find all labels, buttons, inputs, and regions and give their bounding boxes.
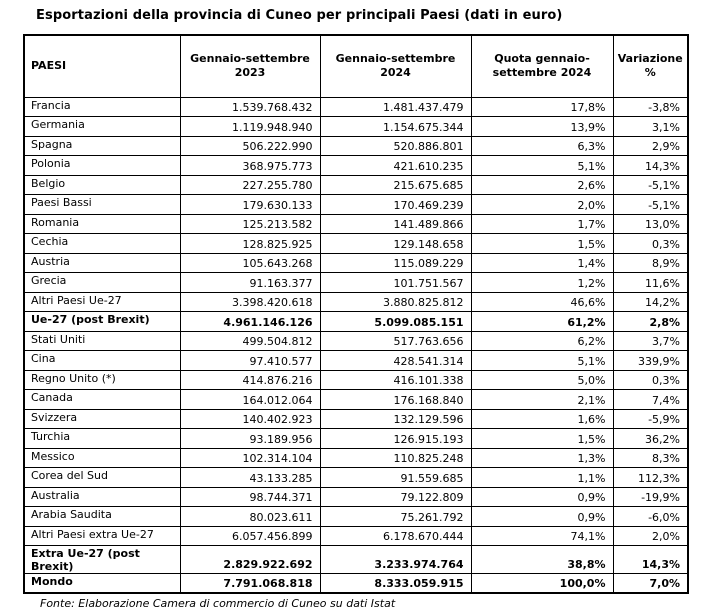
cell-paese: Romania bbox=[24, 214, 180, 234]
cell-v2024: 6.178.670.444 bbox=[320, 526, 471, 546]
cell-var: -5,9% bbox=[613, 409, 688, 429]
table-row bbox=[24, 175, 688, 195]
cell-quota: 1,4% bbox=[471, 253, 613, 273]
cell-var: 2,8% bbox=[613, 312, 688, 332]
cell-paese: Germania bbox=[24, 117, 180, 137]
cell-v2023: 414.876.216 bbox=[180, 370, 320, 390]
cell-v2023: 164.012.064 bbox=[180, 390, 320, 410]
cell-quota: 17,8% bbox=[471, 97, 613, 117]
cell-v2023: 140.402.923 bbox=[180, 409, 320, 429]
cell-var: 7,4% bbox=[613, 390, 688, 410]
cell-paese: Extra Ue-27 (post Brexit) bbox=[24, 546, 180, 574]
cell-v2023: 2.829.922.692 bbox=[180, 546, 320, 574]
cell-var: 0,3% bbox=[613, 370, 688, 390]
cell-v2024: 3.233.974.764 bbox=[320, 546, 471, 574]
table-row bbox=[24, 331, 688, 351]
cell-var: 14,3% bbox=[613, 156, 688, 176]
cell-paese: Austria bbox=[24, 253, 180, 273]
cell-paese: Messico bbox=[24, 448, 180, 468]
cell-v2023: 3.398.420.618 bbox=[180, 292, 320, 312]
cell-paese: Francia bbox=[24, 97, 180, 117]
cell-v2023: 102.314.104 bbox=[180, 448, 320, 468]
cell-v2024: 115.089.229 bbox=[320, 253, 471, 273]
cell-paese: Australia bbox=[24, 487, 180, 507]
cell-paese: Altri Paesi Ue-27 bbox=[24, 292, 180, 312]
cell-paese: Stati Uniti bbox=[24, 331, 180, 351]
cell-paese: Svizzera bbox=[24, 409, 180, 429]
cell-v2024: 75.261.792 bbox=[320, 507, 471, 527]
cell-var: -19,9% bbox=[613, 487, 688, 507]
table-row bbox=[24, 409, 688, 429]
cell-quota: 0,9% bbox=[471, 487, 613, 507]
export-table bbox=[23, 34, 689, 594]
header-row bbox=[24, 35, 688, 97]
cell-paese: Polonia bbox=[24, 156, 180, 176]
cell-quota: 0,9% bbox=[471, 507, 613, 527]
cell-paese: Canada bbox=[24, 390, 180, 410]
cell-v2024: 101.751.567 bbox=[320, 273, 471, 293]
cell-v2023: 97.410.577 bbox=[180, 351, 320, 371]
cell-v2024: 170.469.239 bbox=[320, 195, 471, 215]
cell-quota: 6,2% bbox=[471, 331, 613, 351]
cell-v2023: 227.255.780 bbox=[180, 175, 320, 195]
table-row bbox=[24, 312, 688, 332]
cell-v2024: 132.129.596 bbox=[320, 409, 471, 429]
cell-v2024: 1.481.437.479 bbox=[320, 97, 471, 117]
cell-v2024: 215.675.685 bbox=[320, 175, 471, 195]
cell-v2024: 5.099.085.151 bbox=[320, 312, 471, 332]
cell-quota: 5,1% bbox=[471, 351, 613, 371]
cell-quota: 1,5% bbox=[471, 234, 613, 254]
cell-var: 2,9% bbox=[613, 136, 688, 156]
table-row bbox=[24, 156, 688, 176]
cell-var: 14,2% bbox=[613, 292, 688, 312]
cell-v2024: 110.825.248 bbox=[320, 448, 471, 468]
cell-quota: 2,0% bbox=[471, 195, 613, 215]
cell-v2023: 98.744.371 bbox=[180, 487, 320, 507]
cell-quota: 1,1% bbox=[471, 468, 613, 488]
cell-var: 3,7% bbox=[613, 331, 688, 351]
column-header-quota: Quota gennaio-settembre 2024 bbox=[471, 35, 613, 97]
cell-v2024: 79.122.809 bbox=[320, 487, 471, 507]
cell-quota: 13,9% bbox=[471, 117, 613, 137]
cell-quota: 5,1% bbox=[471, 156, 613, 176]
cell-v2024: 176.168.840 bbox=[320, 390, 471, 410]
cell-paese: Belgio bbox=[24, 175, 180, 195]
cell-v2024: 520.886.801 bbox=[320, 136, 471, 156]
column-header-2023: Gennaio-settembre 2023 bbox=[180, 35, 320, 97]
source-note: Fonte: Elaborazione Camera di commercio di Cuneo su dati Istat bbox=[40, 597, 396, 610]
cell-quota: 61,2% bbox=[471, 312, 613, 332]
cell-v2024: 91.559.685 bbox=[320, 468, 471, 488]
cell-v2024: 421.610.235 bbox=[320, 156, 471, 176]
table-row bbox=[24, 574, 688, 594]
table-row bbox=[24, 136, 688, 156]
cell-v2023: 6.057.456.899 bbox=[180, 526, 320, 546]
cell-quota: 1,7% bbox=[471, 214, 613, 234]
cell-quota: 1,3% bbox=[471, 448, 613, 468]
table-row bbox=[24, 214, 688, 234]
cell-v2023: 105.643.268 bbox=[180, 253, 320, 273]
cell-quota: 5,0% bbox=[471, 370, 613, 390]
cell-v2023: 1.119.948.940 bbox=[180, 117, 320, 137]
cell-v2023: 7.791.068.818 bbox=[180, 574, 320, 594]
cell-quota: 38,8% bbox=[471, 546, 613, 574]
cell-var: -6,0% bbox=[613, 507, 688, 527]
cell-paese: Arabia Saudita bbox=[24, 507, 180, 527]
cell-quota: 74,1% bbox=[471, 526, 613, 546]
cell-var: 7,0% bbox=[613, 574, 688, 594]
cell-v2024: 428.541.314 bbox=[320, 351, 471, 371]
cell-paese: Corea del Sud bbox=[24, 468, 180, 488]
cell-var: 339,9% bbox=[613, 351, 688, 371]
cell-var: 8,9% bbox=[613, 253, 688, 273]
cell-v2024: 416.101.338 bbox=[320, 370, 471, 390]
cell-v2023: 506.222.990 bbox=[180, 136, 320, 156]
cell-var: -5,1% bbox=[613, 175, 688, 195]
cell-v2023: 125.213.582 bbox=[180, 214, 320, 234]
table-row bbox=[24, 253, 688, 273]
table-row bbox=[24, 546, 688, 574]
cell-paese: Turchia bbox=[24, 429, 180, 449]
cell-v2024: 126.915.193 bbox=[320, 429, 471, 449]
cell-paese: Cechia bbox=[24, 234, 180, 254]
cell-paese: Mondo bbox=[24, 574, 180, 594]
table-row bbox=[24, 390, 688, 410]
cell-v2023: 91.163.377 bbox=[180, 273, 320, 293]
cell-v2023: 368.975.773 bbox=[180, 156, 320, 176]
document-page bbox=[0, 8, 707, 610]
cell-quota: 2,1% bbox=[471, 390, 613, 410]
cell-paese: Regno Unito (*) bbox=[24, 370, 180, 390]
cell-quota: 1,6% bbox=[471, 409, 613, 429]
cell-quota: 1,5% bbox=[471, 429, 613, 449]
cell-v2024: 1.154.675.344 bbox=[320, 117, 471, 137]
column-header-variazione: Variazione % bbox=[613, 35, 688, 97]
cell-v2023: 80.023.611 bbox=[180, 507, 320, 527]
cell-var: 0,3% bbox=[613, 234, 688, 254]
cell-var: 13,0% bbox=[613, 214, 688, 234]
cell-v2023: 128.825.925 bbox=[180, 234, 320, 254]
cell-var: 8,3% bbox=[613, 448, 688, 468]
table-row bbox=[24, 292, 688, 312]
table-row bbox=[24, 234, 688, 254]
cell-var: 2,0% bbox=[613, 526, 688, 546]
cell-var: 11,6% bbox=[613, 273, 688, 293]
cell-v2023: 93.189.956 bbox=[180, 429, 320, 449]
column-header-paesi: PAESI bbox=[24, 35, 180, 97]
cell-var: -3,8% bbox=[613, 97, 688, 117]
table-row bbox=[24, 117, 688, 137]
cell-v2024: 517.763.656 bbox=[320, 331, 471, 351]
table-row bbox=[24, 195, 688, 215]
table-row bbox=[24, 507, 688, 527]
cell-v2024: 8.333.059.915 bbox=[320, 574, 471, 594]
cell-v2023: 179.630.133 bbox=[180, 195, 320, 215]
cell-paese: Altri Paesi extra Ue-27 bbox=[24, 526, 180, 546]
table-row bbox=[24, 429, 688, 449]
cell-var: -5,1% bbox=[613, 195, 688, 215]
cell-paese: Spagna bbox=[24, 136, 180, 156]
page-title: Esportazioni della provincia di Cuneo per principali Paesi (dati in euro) bbox=[36, 8, 563, 23]
cell-quota: 46,6% bbox=[471, 292, 613, 312]
table-row bbox=[24, 487, 688, 507]
cell-v2023: 4.961.146.126 bbox=[180, 312, 320, 332]
table-row bbox=[24, 370, 688, 390]
cell-paese: Paesi Bassi bbox=[24, 195, 180, 215]
cell-var: 36,2% bbox=[613, 429, 688, 449]
table-row bbox=[24, 448, 688, 468]
table-row bbox=[24, 97, 688, 117]
cell-quota: 6,3% bbox=[471, 136, 613, 156]
cell-quota: 100,0% bbox=[471, 574, 613, 594]
cell-v2024: 3.880.825.812 bbox=[320, 292, 471, 312]
table-row bbox=[24, 526, 688, 546]
cell-var: 112,3% bbox=[613, 468, 688, 488]
cell-v2023: 1.539.768.432 bbox=[180, 97, 320, 117]
cell-v2024: 129.148.658 bbox=[320, 234, 471, 254]
cell-v2023: 499.504.812 bbox=[180, 331, 320, 351]
cell-paese: Grecia bbox=[24, 273, 180, 293]
cell-paese: Ue-27 (post Brexit) bbox=[24, 312, 180, 332]
cell-quota: 1,2% bbox=[471, 273, 613, 293]
cell-paese: Cina bbox=[24, 351, 180, 371]
table-row bbox=[24, 351, 688, 371]
cell-var: 14,3% bbox=[613, 546, 688, 574]
cell-quota: 2,6% bbox=[471, 175, 613, 195]
table-row bbox=[24, 468, 688, 488]
cell-var: 3,1% bbox=[613, 117, 688, 137]
table-row bbox=[24, 273, 688, 293]
cell-v2023: 43.133.285 bbox=[180, 468, 320, 488]
cell-v2024: 141.489.866 bbox=[320, 214, 471, 234]
column-header-2024: Gennaio-settembre 2024 bbox=[320, 35, 471, 97]
